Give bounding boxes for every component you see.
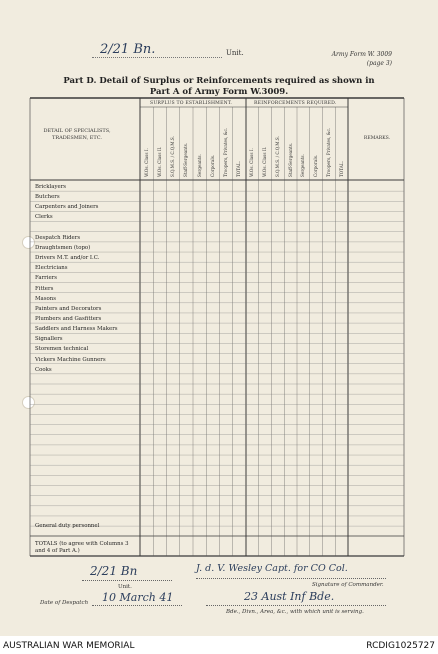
row-label: Signallers — [35, 336, 63, 343]
footer — [0, 560, 438, 636]
row-label: Carpenters and Joiners — [35, 204, 99, 211]
column-header: TOTAL. — [236, 161, 242, 177]
archive-id: RCDIG1025727 — [366, 641, 435, 651]
column-header: Corporals. — [209, 154, 215, 177]
column-header: TOTAL. — [338, 161, 344, 177]
row-label: Despatch Riders — [35, 234, 81, 241]
date-handwritten: 10 March 41 — [102, 591, 174, 604]
row-label: Draughtsmen (topo) — [35, 244, 91, 251]
signature-label: Signature of Commander. — [312, 582, 384, 588]
totals-label: TOTALS (to agree with Columns 3 and 4 of Part A.) — [35, 541, 129, 554]
formation-handwritten: 23 Aust Inf Bde. — [244, 590, 335, 603]
column-header: Staff-Sergeants. — [183, 142, 189, 177]
specialists-column-header: DETAIL OF SPECIALISTS, TRADESMEN, ETC. — [43, 128, 111, 141]
signature-line — [196, 578, 386, 579]
date-of-despatch-label: Date of Despatch — [40, 600, 89, 606]
row-label: Storemen technical — [35, 346, 89, 353]
formation-line — [206, 605, 386, 606]
footer-unit-handwritten: 2/21 Bn — [90, 564, 138, 578]
column-header: Staff-Sergeants. — [287, 142, 293, 177]
column-header: Sergeants. — [300, 154, 306, 177]
remarks-column-header: REMARKS. — [363, 136, 391, 141]
column-header: S.Q.M.S. / C.Q.M.S. — [170, 136, 176, 177]
surplus-group-header: SURPLUS TO ESTABLISHMENT. — [150, 101, 233, 106]
row-label: Painters and Decorators — [35, 305, 102, 312]
column-header: W.Os. Class I. — [249, 148, 255, 177]
form-number: Army Form W. 3009 — [331, 51, 392, 58]
row-label: Plumbers and Gasfitters — [35, 315, 102, 322]
unit-handwritten: 2/21 Bn. — [100, 42, 156, 57]
page-number: (page 3) — [366, 60, 392, 67]
date-line — [92, 605, 182, 606]
row-label: Fitters — [35, 285, 54, 292]
row-label: Farriers — [35, 275, 57, 282]
column-header: Sergeants. — [196, 154, 202, 177]
column-header: S.Q.M.S. / C.Q.M.S. — [274, 136, 280, 177]
archive-name: AUSTRALIAN WAR MEMORIAL — [3, 641, 135, 651]
column-header: Corporals. — [313, 154, 319, 177]
footer-unit-label: Unit. — [118, 584, 132, 590]
row-label: Masons — [35, 295, 56, 302]
formation-label: Bde., Divn., Area, &c., with which unit is serving. — [226, 609, 364, 615]
general-duty-label: General duty personnel — [35, 523, 100, 529]
row-label: Bricklayers — [35, 184, 67, 190]
row-label: Saddlers and Harness Makers — [35, 326, 118, 333]
row-label: Electricians — [35, 265, 68, 272]
row-label: Cooks — [35, 366, 52, 373]
row-label: Drivers M.T. and/or I.C. — [35, 255, 100, 262]
column-header: Troopers, Privates, &c. — [223, 127, 229, 177]
column-header: W.Os. Class I. — [143, 148, 149, 177]
column-header: Troopers, Privates, &c. — [325, 127, 331, 177]
part-title-line1: Part D. Detail of Surplus or Reinforcements required as shown in — [63, 76, 375, 86]
row-label: Butchers — [35, 194, 60, 201]
archive-caption — [0, 637, 438, 654]
reinforcements-group-header: REINFORCEMENTS REQUIRED. — [254, 101, 337, 106]
signature-handwritten: J. d. V. Wesley Capt. for CO Col. — [196, 563, 348, 574]
part-title-line2: Part A of Army Form W.3009. — [149, 87, 289, 97]
column-header: W.Os. Class II. — [156, 146, 162, 177]
row-label: Clerks — [35, 214, 53, 221]
footer-unit-line — [82, 580, 172, 581]
row-label: Vickers Machine Gunners — [35, 356, 106, 363]
column-header: W.Os. Class II. — [262, 146, 268, 177]
unit-label: Unit. — [226, 49, 244, 57]
